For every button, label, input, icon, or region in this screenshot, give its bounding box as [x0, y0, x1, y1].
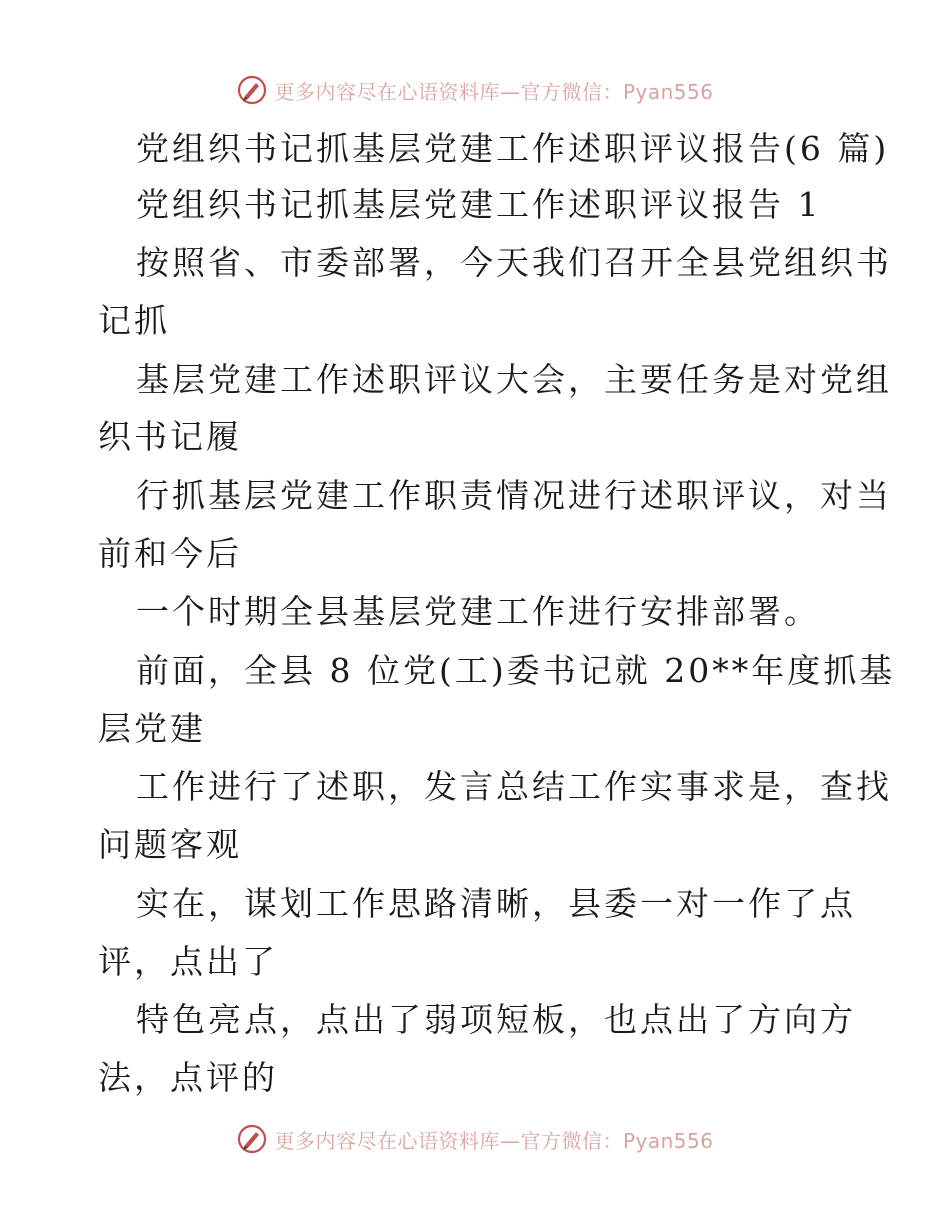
paragraph-line: 问题客观: [98, 825, 242, 864]
section-heading: 党组织书记抓基层党建工作述职评议报告 1: [136, 185, 822, 224]
paragraph-line: 法，点评的: [98, 1058, 278, 1097]
paragraph-line: 前面，全县 8 位党(工)委书记就 20**年度抓基: [136, 651, 896, 690]
watermark-text: 更多内容尽在心语资料库—官方微信：Pyan556: [274, 79, 714, 104]
watermark-text: 更多内容尽在心语资料库—官方微信：Pyan556: [274, 1128, 714, 1153]
paragraph-line: 基层党建工作述职评议大会，主要任务是对党组: [136, 360, 892, 399]
paragraph-line: 评，点出了: [98, 942, 278, 981]
document-title: 党组织书记抓基层党建工作述职评议报告(6 篇): [136, 129, 890, 168]
pen-logo-icon: [236, 1123, 268, 1155]
paragraph-line: 织书记履: [98, 417, 242, 456]
footer-watermark: [0, 1119, 950, 1159]
header-watermark: [0, 70, 950, 110]
paragraph-line: 前和今后: [98, 534, 242, 573]
paragraph-line: 按照省、市委部署，今天我们召开全县党组织书: [136, 243, 892, 282]
paragraph-line: 一个时期全县基层党建工作进行安排部署。: [136, 592, 820, 631]
paragraph-line: 层党建: [98, 709, 206, 748]
paragraph-line: 实在，谋划工作思路清晰，县委一对一作了点: [136, 884, 856, 923]
paragraph-line: 记抓: [98, 301, 170, 340]
pen-logo-icon: [236, 74, 268, 106]
paragraph-line: 行抓基层党建工作职责情况进行述职评议，对当: [136, 476, 892, 515]
paragraph-line: 特色亮点，点出了弱项短板，也点出了方向方: [136, 1000, 856, 1039]
paragraph-line: 工作进行了述职，发言总结工作实事求是，查找: [136, 767, 892, 806]
